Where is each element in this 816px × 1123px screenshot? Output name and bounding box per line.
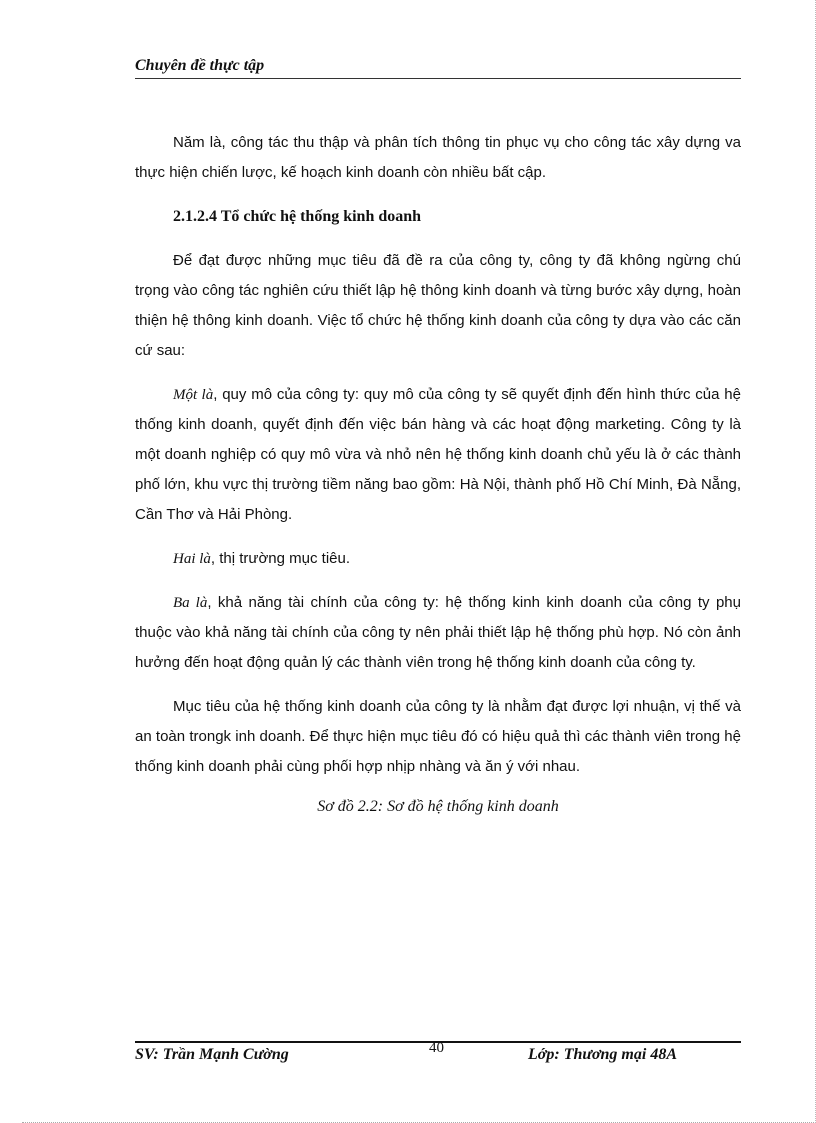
header-title: Chuyên đề thực tập [135, 57, 265, 74]
paragraph-4-lead: Hai là [173, 551, 211, 567]
paragraph-2: Để đạt được những mục tiêu đã đề ra của công ty, công ty đã không ngừng chú trọng vào công tác nghiên cứu thiết lập hệ thông kinh doanh và từng bước xây dựng, hoàn thiện hệ thông kinh doanh. Việc tổ chức hệ thống kinh doanh của công ty dựa vào các căn cứ sau: [135, 252, 741, 359]
paragraph-5-lead: Ba là [173, 595, 208, 611]
paragraph-6: Mục tiêu của hệ thống kinh doanh của công ty là nhằm đạt được lợi nhuận, vị thế và an toàn trongk inh doanh. Để thực hiện mục tiêu đó có hiệu quả thì các thành viên trong hệ thống kinh doanh phải cùng phối hợp nhịp nhàng và ăn ý với nhau. [135, 698, 741, 775]
header-rule [135, 78, 741, 79]
paragraph-3-lead: Một là [173, 387, 214, 403]
paragraph-4 [135, 544, 741, 574]
document-body [135, 128, 741, 822]
footer-student: SV: Trần Mạnh Cường [135, 1046, 289, 1063]
paragraph-3-text: , quy mô của công ty: quy mô của công ty sẽ quyết định đến hình thức của hệ thống kinh doanh, quyết định đến việc bán hàng và các hoạt động marketing. Công ty là một doanh nghiệp có quy mô vừa và nhỏ nên hệ thống kinh doanh chủ yếu là ở các thành phố lớn, khu vực thị trường tiềm năng bao gồm: Hà Nội, thành phố Hồ Chí Minh, Đà Nẵng, Cần Thơ và Hải Phòng. [135, 386, 741, 523]
page-header [135, 57, 741, 75]
paragraph-4-text: , thị trường mục tiêu. [210, 550, 351, 567]
section-heading: 2.1.2.4 Tổ chức hệ thống kinh doanh [173, 208, 422, 225]
paragraph-5-text: , khả năng tài chính của công ty: hệ thống kinh kinh doanh của công ty phụ thuộc vào khả năng tài chính của công ty nên phải thiết lập hệ thống phù hợp. Nó còn ảnh hưởng đến hoạt động quản lý các thành viên trong hệ thống kinh doanh của công ty. [135, 594, 741, 671]
paragraph-5 [135, 588, 741, 678]
paragraph-1: Năm là, công tác thu thập và phân tích thông tin phục vụ cho công tác xây dựng va thực hiện chiến lược, kế hoạch kinh doanh còn nhiều bất cập. [135, 134, 741, 181]
diagram-caption: Sơ đồ 2.2: Sơ đồ hệ thống kinh doanh [317, 798, 559, 815]
footer-class: Lớp: Thương mại 48A [528, 1046, 677, 1063]
page-number: 40 [429, 1040, 444, 1056]
page-footer [135, 1040, 741, 1070]
paragraph-3 [135, 380, 741, 530]
